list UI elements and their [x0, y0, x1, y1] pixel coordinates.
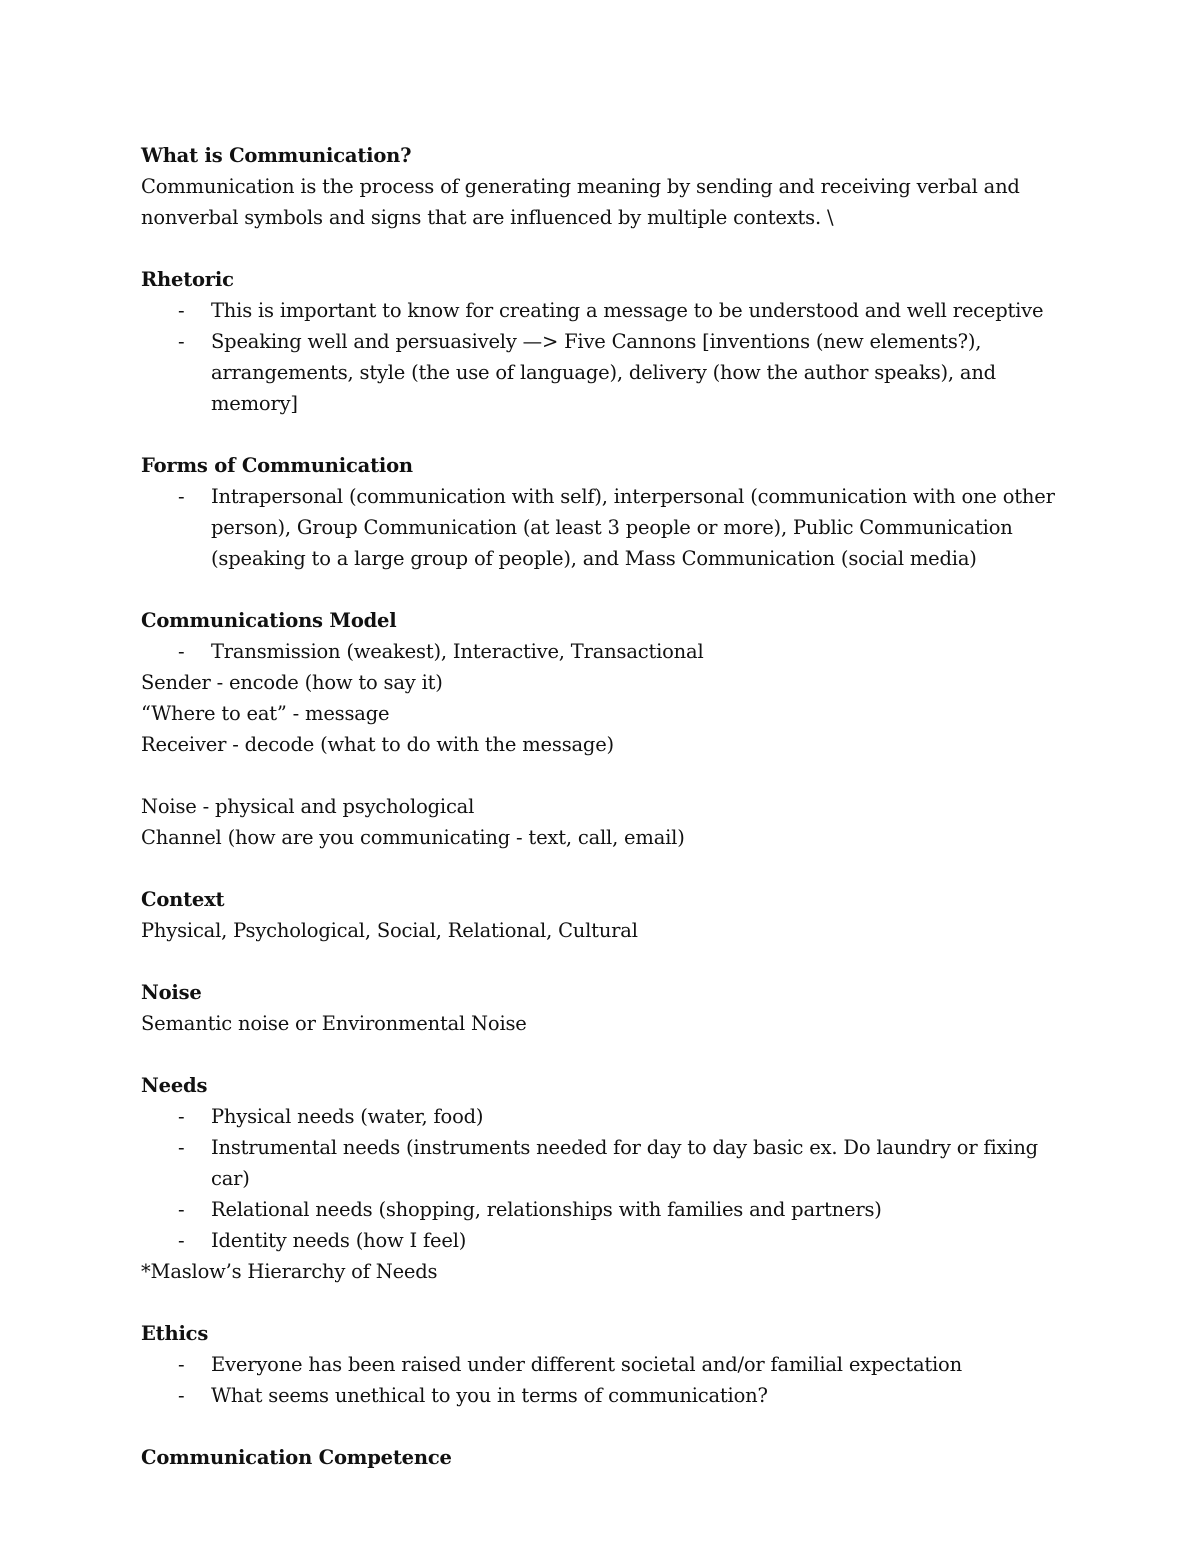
list-item: - Identity needs (how I feel) [141, 1225, 1081, 1256]
list-item: - Physical needs (water, food) [141, 1101, 1081, 1132]
list-item: - Everyone has been raised under different societal and/or familial expectation [141, 1349, 1081, 1380]
model-line-noise: Noise - physical and psychological [141, 795, 475, 818]
spacer [141, 760, 1081, 791]
list-item: - This is important to know for creating a message to be understood and well receptive [141, 295, 1081, 326]
needs-list [141, 1101, 1081, 1256]
forms-list [141, 481, 1081, 574]
document-body [141, 140, 1081, 1473]
list-item: - Transmission (weakest), Interactive, Transactional [141, 636, 1081, 667]
model-line-sender: Sender - encode (how to say it) [141, 671, 443, 694]
model-list [141, 636, 1081, 667]
rhetoric-list [141, 295, 1081, 419]
definition-paragraph: Communication is the process of generating meaning by sending and receiving verbal and nonverbal symbols and signs that are influenced by multiple contexts. \ [141, 175, 1026, 229]
list-item: - Speaking well and persuasively —> Five Cannons [inventions (new elements?), arrangements, style (the use of language), delivery (how the author speaks), and memory] [141, 326, 1081, 419]
heading-forms-of-communication: Forms of Communication [141, 454, 413, 477]
needs-note: *Maslow’s Hierarchy of Needs [141, 1260, 438, 1283]
spacer [141, 1287, 1081, 1318]
ethics-list [141, 1349, 1081, 1411]
model-line-receiver: Receiver - decode (what to do with the message) [141, 733, 614, 756]
heading-communication-competence: Communication Competence [141, 1446, 452, 1469]
heading-needs: Needs [141, 1074, 208, 1097]
list-item: - Relational needs (shopping, relationships with families and partners) [141, 1194, 1081, 1225]
heading-what-is-communication: What is Communication? [141, 144, 412, 167]
heading-communications-model: Communications Model [141, 609, 397, 632]
model-line-channel: Channel (how are you communicating - text, call, email) [141, 826, 685, 849]
spacer [141, 419, 1081, 450]
spacer [141, 1039, 1081, 1070]
spacer [141, 853, 1081, 884]
heading-ethics: Ethics [141, 1322, 209, 1345]
noise-line: Semantic noise or Environmental Noise [141, 1012, 527, 1035]
model-line-message: “Where to eat” - message [141, 702, 390, 725]
heading-context: Context [141, 888, 225, 911]
spacer [141, 574, 1081, 605]
list-item: - Intrapersonal (communication with self), interpersonal (communication with one other person), Group Communication (at least 3 people or more), Public Communication (speaking to a large group of people), and Mass Communication (social media) [141, 481, 1081, 574]
spacer [141, 233, 1081, 264]
spacer [141, 946, 1081, 977]
context-line: Physical, Psychological, Social, Relational, Cultural [141, 919, 638, 942]
spacer [141, 1411, 1081, 1442]
heading-rhetoric: Rhetoric [141, 268, 234, 291]
list-item: - Instrumental needs (instruments needed for day to day basic ex. Do laundry or fixing car) [141, 1132, 1081, 1194]
heading-noise: Noise [141, 981, 202, 1004]
list-item: - What seems unethical to you in terms of communication? [141, 1380, 1081, 1411]
